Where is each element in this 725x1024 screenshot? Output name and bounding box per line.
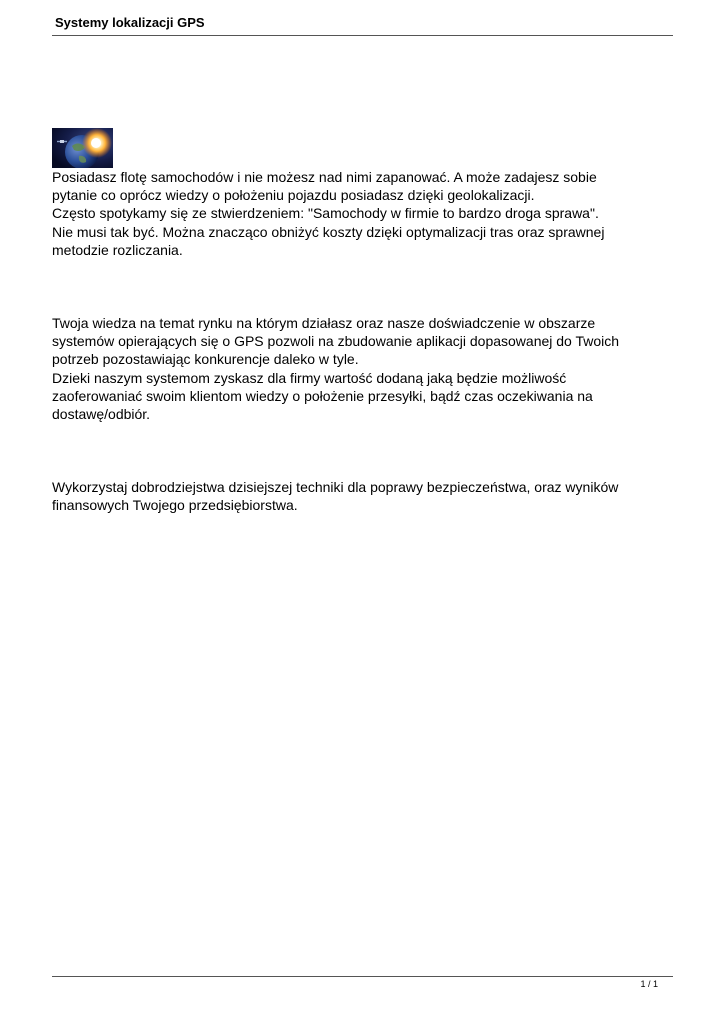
text-line: Wykorzystaj dobrodziejstwa dzisiejszej techniki dla poprawy bezpieczeństwa, oraz wyników [52, 479, 619, 495]
text-line: systemów opierających się o GPS pozwoli na zbudowanie aplikacji dopasowanej do Twoich [52, 333, 620, 350]
text-line: Posiadasz flotę samochodów i nie możesz nad nimi zapanować. A może zadajesz sobie [52, 169, 597, 185]
header-divider [52, 35, 673, 36]
text-line: Nie musi tak być. Można znacząco obniżyć koszty dzięki optymalizacji tras oraz sprawnej [52, 223, 605, 240]
text-line: pytanie co oprócz wiedzy o położeniu pojazdu posiadasz dzięki geolokalizacji. [52, 187, 535, 204]
text-line: metodzie rozliczania. [52, 241, 183, 258]
text-line: zaoferowaniać swoim klientom wiedzy o położenie przesyłki, bądź czas oczekiwania na [52, 387, 593, 404]
text-line: Twoja wiedza na temat rynku na którym działasz oraz nasze doświadczenie w obszarze [52, 315, 596, 331]
text-line: dostawę/odbiór. [52, 406, 151, 423]
text-line: Dzieki naszym systemom zyskasz dla firmy wartość dodaną jaką będzie możliwość [52, 369, 567, 386]
page-number: 1 / 1 [640, 979, 658, 989]
text-line: finansowych Twojego przedsiębiorstwa. [52, 497, 298, 514]
paragraph-closing [52, 478, 677, 514]
text-line: potrzeb pozostawiając konkurencje daleko w tyle. [52, 351, 359, 368]
footer-divider [52, 976, 673, 977]
paragraph-offer [52, 314, 677, 423]
globe-sun-image [52, 128, 113, 168]
page-title: Systemy lokalizacji GPS [55, 15, 205, 30]
text-line: Często spotykamy się ze stwierdzeniem: "Samochody w firmie to bardzo droga sprawa". [52, 205, 599, 222]
paragraph-intro [52, 168, 677, 259]
globe-with-sun-icon [52, 128, 113, 168]
